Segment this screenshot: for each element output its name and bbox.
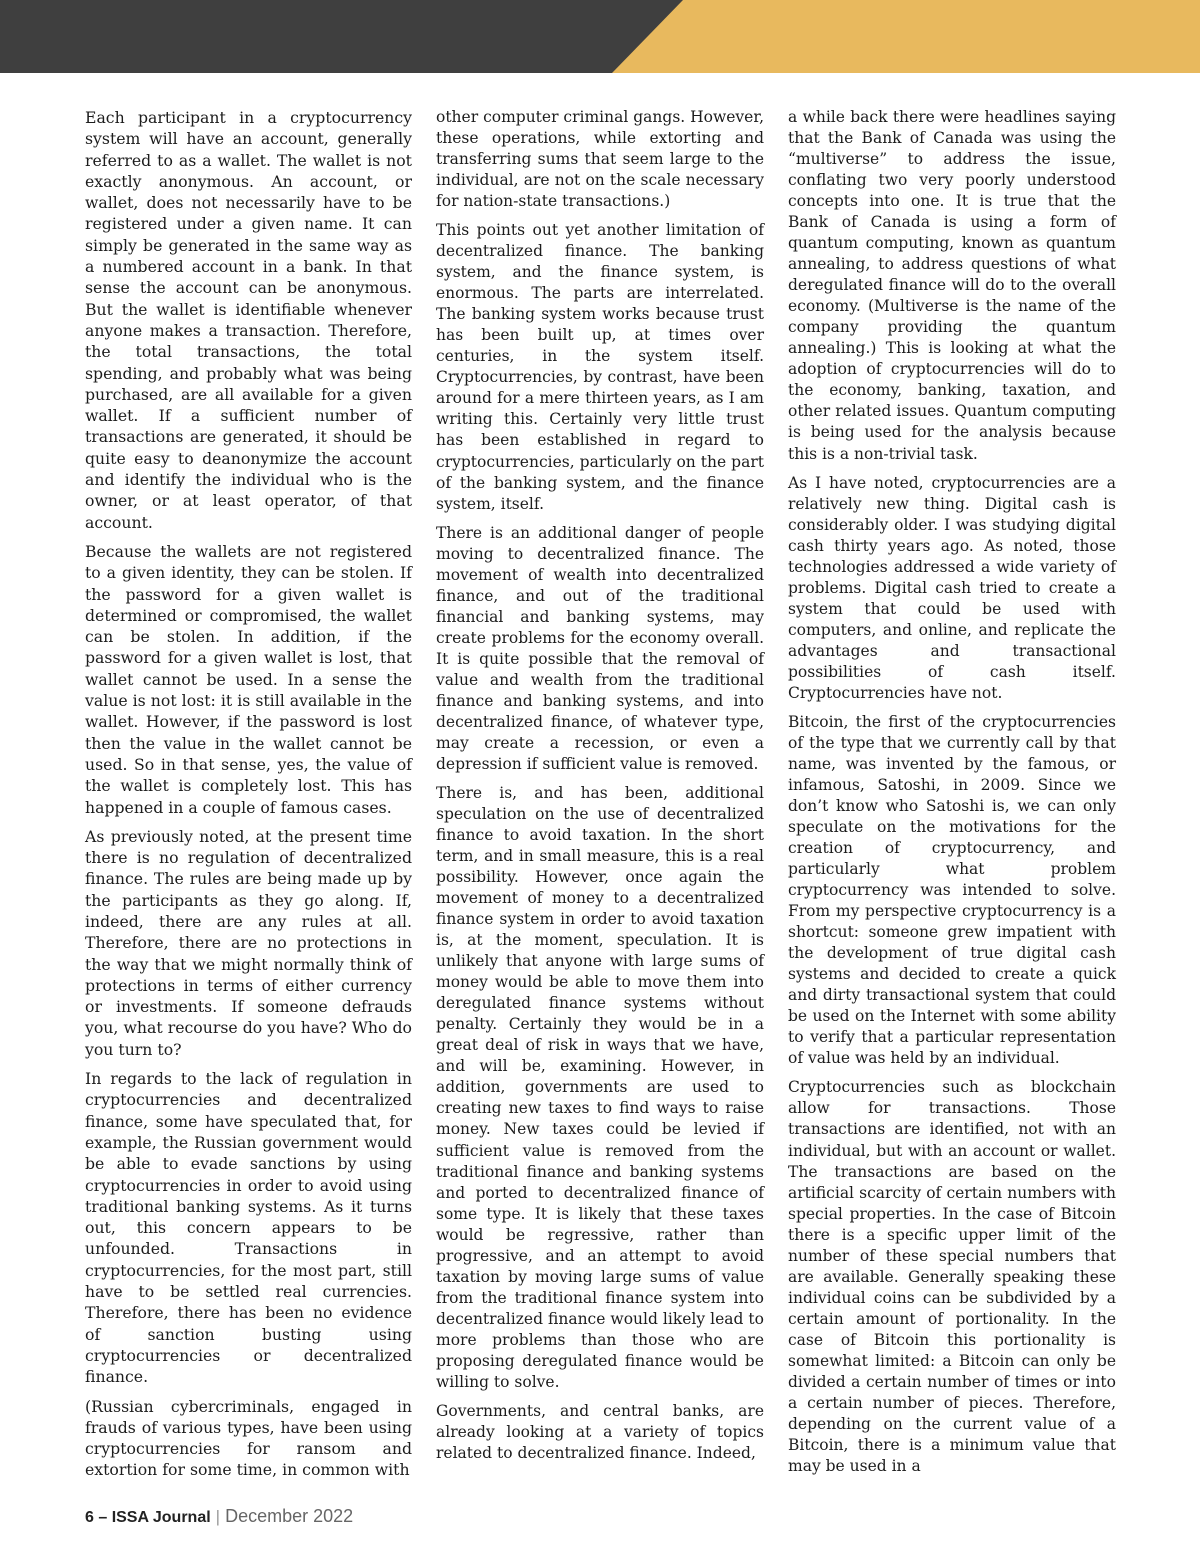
- page-label: 6 – ISSA Journal: [85, 1509, 211, 1526]
- paragraph: (Russian cybercriminals, engaged in frauds of various types, have been using cryptocurrencies for ransom and extortion for some time, in common with: [85, 1396, 412, 1480]
- paragraph: Bitcoin, the first of the cryptocurrencies of the type that we currently call by that name, was invented by the famous, or infamous, Satoshi, in 2009. Since we don’t know who Satoshi is, we can only speculate on the motivations for the creation of cryptocurrency, and particularly what problem cryptocurrency was intended to solve. From my perspective cryptocurrency is a shortcut: someone grew impatient with the development of true digital cash systems and decided to create a quick and dirty transactional system that could be used on the Internet with some ability to verify that a particular representation of value was held by an individual.: [788, 712, 1116, 1068]
- header-banner: [0, 0, 1200, 73]
- article-column-3: [788, 107, 1116, 1485]
- issue-date: December 2022: [225, 1506, 354, 1526]
- paragraph: Because the wallets are not registered to a given identity, they can be stolen. If the password for a given wallet is determined or compromised, the wallet can be stolen. In addition, if the password for a given wallet is lost, that wallet cannot be used. In a sense the value is not lost: it is still available in the wallet. However, if the password is lost then the value in the wallet cannot be used. So in that sense, yes, the value of the wallet is completely lost. This has happened in a couple of famous cases.: [85, 541, 412, 817]
- paragraph: As I have noted, cryptocurrencies are a relatively new thing. Digital cash is considerably older. I was studying digital cash thirty years ago. As noted, those technologies addressed a wide variety of problems. Digital cash tried to create a system that could be used with computers, and online, and replicate the advantages and transactional possibilities of cash itself. Cryptocurrencies have not.: [788, 473, 1116, 702]
- footer-separator: |: [215, 1507, 221, 1526]
- article-column-1: [85, 107, 412, 1489]
- banner-gold-accent: [612, 0, 1200, 73]
- page-footer: [85, 1506, 353, 1527]
- paragraph: Each participant in a cryptocurrency system will have an account, generally referred to as a wallet. The wallet is not exactly anonymous. An account, or wallet, does not necessarily have to be registered under a given name. It can simply be generated in the same way as a numbered account in a bank. In that sense the account can be anonymous. But the wallet is identifiable whenever anyone makes a transaction. Therefore, the total transactions, the total spending, and probably what was being purchased, are all available for a given wallet. If a sufficient number of transactions are generated, it should be quite easy to deanonymize the account and identify the individual who is the owner, or at least operator, of that account.: [85, 108, 412, 532]
- paragraph: a while back there were headlines saying that the Bank of Canada was using the “multiverse” to address the issue, conflating two very poorly understood concepts into one. It is true that the Bank of Canada is using a form of quantum computing, known as quantum annealing, to address questions of what deregulated finance will do to the overall economy. (Multiverse is the name of the company providing the quantum annealing.) This is looking at what the adoption of cryptocurrencies will do to the economy, banking, taxation, and other related issues. Quantum computing is being used for the analysis because this is a non-trivial task.: [788, 108, 1116, 463]
- paragraph: This points out yet another limitation of decentralized finance. The banking system, and the finance system, is enormous. The parts are interrelated. The banking system works because trust has been built up, at times over centuries, in the system itself. Cryptocurrencies, by contrast, have been around for a mere thirteen years, as I am writing this. Certainly very little trust has been established in regard to cryptocurrencies, particularly on the part of the banking system, and the finance system, itself.: [436, 221, 764, 513]
- paragraph: In regards to the lack of regulation in cryptocurrencies and decentralized finance, some have speculated that, for example, the Russian government would be able to evade sanctions by using cryptocurrencies in order to avoid using traditional banking systems. As it turns out, this concern appears to be unfounded. Transactions in cryptocurrencies, for the most part, still have to be settled real currencies. Therefore, there has been no evidence of sanction busting using cryptocurrencies or decentralized finance.: [85, 1069, 412, 1387]
- paragraph: Cryptocurrencies such as blockchain allow for transactions. Those transactions are identified, not with an individual, but with an account or wallet. The transactions are based on the artificial scarcity of certain numbers with special properties. In the case of Bitcoin there is a specific upper limit of the number of these special numbers that are available. Generally speaking these individual coins can be subdivided by a certain amount of portionality. In the case of Bitcoin this portionality is somewhat limited: a Bitcoin can only be divided a certain number of times or into a certain number of pieces. Therefore, depending on the current value of a Bitcoin, there is a minimum value that may be used in a: [788, 1078, 1116, 1475]
- paragraph: other computer criminal gangs. However, these operations, while extorting and transferring sums that seem large to the individual, are not on the scale necessary for nation-state transactions.): [436, 108, 764, 211]
- paragraph: As previously noted, at the present time there is no regulation of decentralized finance. The rules are being made up by the participants as they go along. If, indeed, there are any rules at all. Therefore, there are no protections in the way that we might normally think of protections in terms of either currency or investments. If someone defrauds you, what recourse do you have? Who do you turn to?: [85, 826, 412, 1059]
- paragraph: There is an additional danger of people moving to decentralized finance. The movement of wealth into decentralized finance, and out of the traditional financial and banking systems, may create problems for the economy overall. It is quite possible that the removal of value and wealth from the traditional finance and banking systems, and into decentralized finance, of whatever type, may create a recession, or even a depression if sufficient value is removed.: [436, 523, 764, 773]
- paragraph: There is, and has been, additional speculation on the use of decentralized finance to avoid taxation. In the short term, and in small measure, this is a real possibility. However, once again the movement of money to a decentralized finance system in order to avoid taxation is, at the moment, speculation. It is unlikely that anyone with large sums of money would be able to move them into deregulated finance systems without penalty. Certainly they would be in a great deal of risk in ways that we have, and will be, examining. However, in addition, governments are used to creating new taxes to find ways to raise money. New taxes could be levied if sufficient value is removed from the traditional finance and banking systems and ported to decentralized finance of some type. It is likely that these taxes would be regressive, rather than progressive, and an attempt to avoid taxation by moving large sums of value from the traditional finance system into decentralized finance would likely lead to more problems than those who are proposing deregulated finance would be willing to solve.: [436, 783, 764, 1391]
- article-column-2: [436, 107, 764, 1472]
- paragraph: Governments, and central banks, are already looking at a variety of topics related to decentralized finance. Indeed,: [436, 1401, 764, 1462]
